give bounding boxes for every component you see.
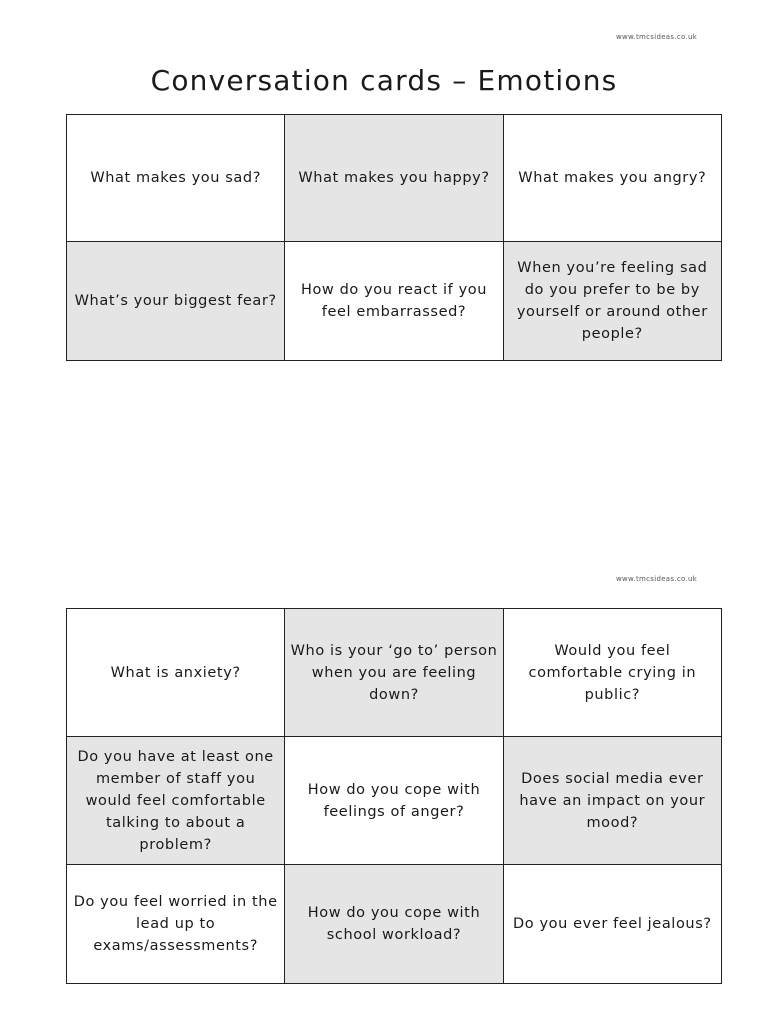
conversation-card: Do you have at least one member of staff you would feel comfortable talking to about a problem? (67, 737, 285, 865)
conversation-card: Does social media ever have an impact on your mood? (503, 737, 721, 865)
website-url-bottom: www.tmcsideas.co.uk (616, 575, 698, 583)
card-grid-top (66, 114, 722, 361)
conversation-card: When you’re feeling sad do you prefer to be by yourself or around other people? (503, 242, 721, 361)
page-title: Conversation cards – Emotions (150, 64, 618, 97)
card-grid-bottom (66, 608, 722, 984)
conversation-card: Do you ever feel jealous? (503, 865, 721, 984)
conversation-card: How do you cope with school workload? (285, 865, 503, 984)
conversation-card: What makes you happy? (285, 115, 503, 242)
card-row (67, 865, 722, 984)
card-row (67, 242, 722, 361)
conversation-card: What’s your biggest fear? (67, 242, 285, 361)
conversation-card: How do you react if you feel embarrassed? (285, 242, 503, 361)
conversation-card: How do you cope with feelings of anger? (285, 737, 503, 865)
card-row (67, 609, 722, 737)
website-url-top: www.tmcsideas.co.uk (616, 33, 698, 41)
card-row (67, 737, 722, 865)
conversation-card: What makes you angry? (503, 115, 721, 242)
conversation-card: Would you feel comfortable crying in public? (503, 609, 721, 737)
conversation-card: Do you feel worried in the lead up to exams/assessments? (67, 865, 285, 984)
card-row (67, 115, 722, 242)
conversation-card: Who is your ‘go to’ person when you are feeling down? (285, 609, 503, 737)
conversation-card: What makes you sad? (67, 115, 285, 242)
conversation-card: What is anxiety? (67, 609, 285, 737)
